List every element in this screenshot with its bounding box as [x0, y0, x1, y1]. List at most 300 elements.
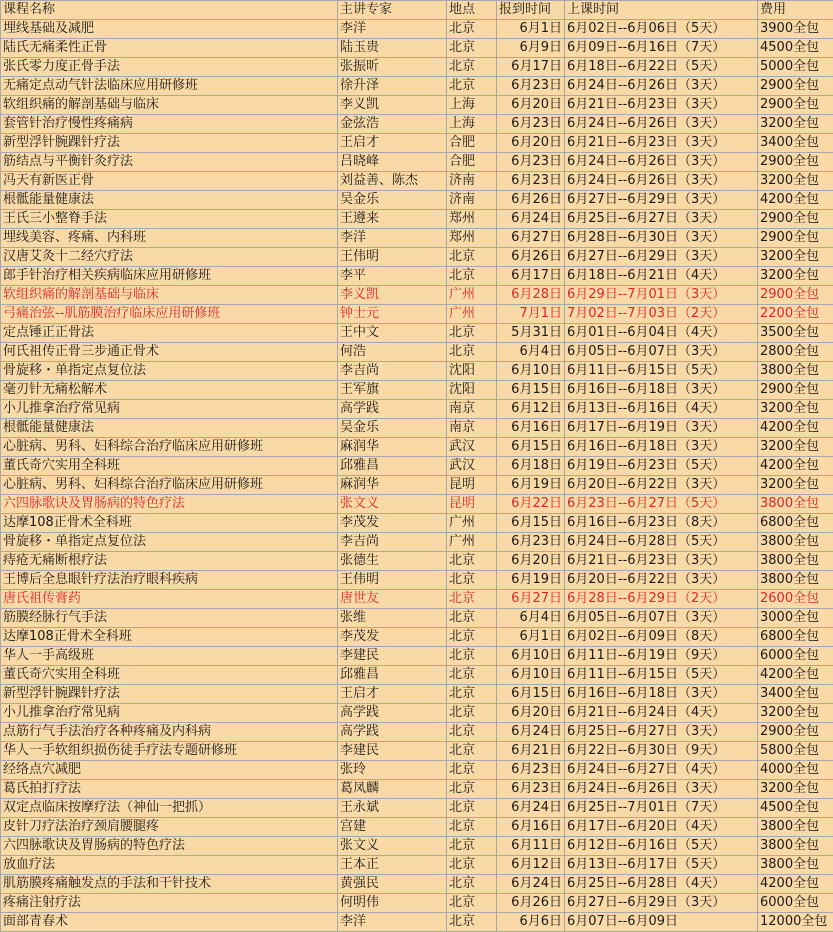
course-name-cell: 小儿推拿治疗常见病: [1, 400, 338, 419]
registration-date-cell: 6月19日: [497, 476, 565, 495]
fee-cell: 4000全包: [758, 761, 833, 780]
class-time-cell: 6月17日--6月20日（4天）: [565, 818, 758, 837]
table-row: [1, 476, 833, 495]
table-row: [1, 39, 833, 58]
table-row: [1, 495, 833, 514]
fee-cell: 2900全包: [758, 229, 833, 248]
course-name-cell: 唐氏祖传膏药: [1, 590, 338, 609]
course-name-cell: 经络点穴减肥: [1, 761, 338, 780]
location-cell: 武汉: [447, 457, 497, 476]
fee-cell: 4200全包: [758, 419, 833, 438]
table-row: [1, 533, 833, 552]
registration-date-cell: 6月24日: [497, 210, 565, 229]
expert-cell: 李建民: [338, 647, 447, 666]
table-row: [1, 780, 833, 799]
table-row: [1, 704, 833, 723]
location-cell: 北京: [447, 609, 497, 628]
registration-date-cell: 6月9日: [497, 39, 565, 58]
fee-cell: 3200全包: [758, 115, 833, 134]
expert-cell: 李建民: [338, 742, 447, 761]
fee-cell: 4500全包: [758, 799, 833, 818]
fee-cell: 2200全包: [758, 305, 833, 324]
course-name-cell: 何氏祖传正骨三步通正骨术: [1, 343, 338, 362]
fee-cell: 2900全包: [758, 77, 833, 96]
location-cell: 北京: [447, 818, 497, 837]
table-row: [1, 628, 833, 647]
course-name-cell: 筋膜经脉行气手法: [1, 609, 338, 628]
table-row: [1, 362, 833, 381]
class-time-cell: 6月12日--6月16日（5天）: [565, 837, 758, 856]
location-cell: 北京: [447, 894, 497, 913]
class-time-cell: 6月05日--6月07日（3天）: [565, 609, 758, 628]
table-row: [1, 58, 833, 77]
table-row: [1, 115, 833, 134]
expert-cell: 王中文: [338, 324, 447, 343]
expert-cell: 张振昕: [338, 58, 447, 77]
registration-date-cell: 6月23日: [497, 153, 565, 172]
course-name-cell: 达摩108正骨术全科班: [1, 628, 338, 647]
table-row: [1, 400, 833, 419]
fee-cell: 2900全包: [758, 723, 833, 742]
table-row: [1, 818, 833, 837]
table-row: [1, 894, 833, 913]
registration-date-cell: 6月6日: [497, 913, 565, 932]
class-time-cell: 6月02日--6月09日（8天）: [565, 628, 758, 647]
class-time-cell: 6月07日--6月09日: [565, 913, 758, 932]
expert-cell: 李吉尚: [338, 362, 447, 381]
location-cell: 北京: [447, 248, 497, 267]
table-row: [1, 647, 833, 666]
fee-cell: 3500全包: [758, 324, 833, 343]
table-row: [1, 856, 833, 875]
expert-cell: 李吉尚: [338, 533, 447, 552]
location-cell: 北京: [447, 856, 497, 875]
course-name-cell: 骨旋移・单指定点复位法: [1, 533, 338, 552]
class-time-cell: 6月17日--6月19日（3天）: [565, 419, 758, 438]
table-row: [1, 77, 833, 96]
location-cell: 北京: [447, 552, 497, 571]
location-cell: 济南: [447, 172, 497, 191]
course-name-cell: 痔疮无痛断根疗法: [1, 552, 338, 571]
class-time-cell: 6月28日--6月29日（2天）: [565, 590, 758, 609]
table-row: [1, 229, 833, 248]
class-time-cell: 6月18日--6月21日（4天）: [565, 267, 758, 286]
expert-cell: 张维: [338, 609, 447, 628]
class-time-cell: 6月24日--6月26日（3天）: [565, 780, 758, 799]
fee-cell: 3200全包: [758, 267, 833, 286]
registration-date-cell: 6月15日: [497, 381, 565, 400]
class-time-cell: 6月16日--6月23日（8天）: [565, 514, 758, 533]
course-name-cell: 埋线美容、疼痛、内科班: [1, 229, 338, 248]
table-row: [1, 723, 833, 742]
course-name-cell: 无痛定点动气针法临床应用研修班: [1, 77, 338, 96]
registration-date-cell: 6月23日: [497, 77, 565, 96]
class-time-cell: 6月18日--6月22日（5天）: [565, 58, 758, 77]
class-time-cell: 6月25日--6月27日（3天）: [565, 210, 758, 229]
location-cell: 武汉: [447, 438, 497, 457]
location-cell: 上海: [447, 96, 497, 115]
location-cell: 北京: [447, 742, 497, 761]
table-row: [1, 191, 833, 210]
registration-date-cell: 6月15日: [497, 685, 565, 704]
class-time-cell: 6月20日--6月22日（3天）: [565, 476, 758, 495]
registration-date-cell: 6月24日: [497, 799, 565, 818]
expert-cell: 徐升泽: [338, 77, 447, 96]
fee-cell: 4200全包: [758, 457, 833, 476]
table-row: [1, 267, 833, 286]
expert-cell: 吴金乐: [338, 419, 447, 438]
expert-cell: 金弦浩: [338, 115, 447, 134]
class-time-cell: 6月24日--6月26日（3天）: [565, 172, 758, 191]
registration-date-cell: 6月10日: [497, 647, 565, 666]
registration-date-cell: 6月23日: [497, 780, 565, 799]
table-row: [1, 20, 833, 39]
course-name-cell: 皮针刀疗法治疗颈肩腰腿疼: [1, 818, 338, 837]
class-time-cell: 6月27日--6月29日（3天）: [565, 248, 758, 267]
location-cell: 合肥: [447, 153, 497, 172]
fee-cell: 3800全包: [758, 837, 833, 856]
location-cell: 北京: [447, 875, 497, 894]
fee-cell: 2900全包: [758, 210, 833, 229]
class-time-cell: 6月24日--6月28日（5天）: [565, 533, 758, 552]
fee-cell: 3800全包: [758, 495, 833, 514]
expert-cell: 张玲: [338, 761, 447, 780]
registration-date-cell: 6月1日: [497, 20, 565, 39]
registration-date-cell: 6月24日: [497, 723, 565, 742]
class-time-cell: 6月24日--6月27日（4天）: [565, 761, 758, 780]
location-cell: 北京: [447, 343, 497, 362]
course-name-cell: 面部青春术: [1, 913, 338, 932]
fee-cell: 3200全包: [758, 704, 833, 723]
registration-date-cell: 6月15日: [497, 438, 565, 457]
course-name-cell: 套管针治疗慢性疼痛病: [1, 115, 338, 134]
registration-date-cell: 6月20日: [497, 96, 565, 115]
location-cell: 北京: [447, 571, 497, 590]
registration-date-cell: 6月27日: [497, 590, 565, 609]
course-name-cell: 葛氏拍打疗法: [1, 780, 338, 799]
expert-cell: 刘益善、陈杰: [338, 172, 447, 191]
course-name-cell: 软组织痛的解剖基础与临床: [1, 286, 338, 305]
location-cell: 北京: [447, 324, 497, 343]
course-name-cell: 郎手针治疗相关疾病临床应用研修班: [1, 267, 338, 286]
class-time-cell: 6月27日--6月29日（3天）: [565, 894, 758, 913]
course-name-cell: 点筋行气手法治疗各种疼痛及内科病: [1, 723, 338, 742]
location-cell: 北京: [447, 913, 497, 932]
location-cell: 北京: [447, 267, 497, 286]
fee-cell: 2900全包: [758, 96, 833, 115]
table-row: [1, 153, 833, 172]
class-time-cell: 6月11日--6月19日（9天）: [565, 647, 758, 666]
fee-cell: 3800全包: [758, 571, 833, 590]
fee-cell: 3800全包: [758, 856, 833, 875]
class-time-cell: 6月19日--6月23日（5天）: [565, 457, 758, 476]
expert-cell: 李茂发: [338, 514, 447, 533]
expert-cell: 吴金乐: [338, 191, 447, 210]
location-cell: 合肥: [447, 134, 497, 153]
registration-date-cell: 6月21日: [497, 742, 565, 761]
course-name-cell: 汉唐艾灸十二经穴疗法: [1, 248, 338, 267]
fee-cell: 3800全包: [758, 362, 833, 381]
course-name-cell: 董氏奇穴实用全科班: [1, 666, 338, 685]
expert-cell: 李洋: [338, 229, 447, 248]
registration-date-cell: 6月10日: [497, 362, 565, 381]
location-cell: 北京: [447, 666, 497, 685]
expert-cell: 王伟明: [338, 571, 447, 590]
table-row: [1, 286, 833, 305]
expert-cell: 李洋: [338, 20, 447, 39]
fee-cell: 3200全包: [758, 438, 833, 457]
table-body: [1, 20, 833, 932]
course-name-cell: 疼痛注射疗法: [1, 894, 338, 913]
fee-cell: 4200全包: [758, 875, 833, 894]
table-row: [1, 172, 833, 191]
fee-cell: 12000全包: [758, 913, 833, 932]
class-time-cell: 6月16日--6月18日（3天）: [565, 438, 758, 457]
course-name-cell: 根骶能量健康法: [1, 419, 338, 438]
course-name-cell: 心脏病、男科、妇科综合治疗临床应用研修班: [1, 438, 338, 457]
registration-date-cell: 6月17日: [497, 58, 565, 77]
location-cell: 北京: [447, 39, 497, 58]
registration-date-cell: 6月16日: [497, 419, 565, 438]
header-class-time: 上课时间: [565, 1, 758, 20]
class-time-cell: 6月21日--6月23日（3天）: [565, 552, 758, 571]
table-row: [1, 343, 833, 362]
fee-cell: 2900全包: [758, 153, 833, 172]
registration-date-cell: 6月15日: [497, 514, 565, 533]
registration-date-cell: 6月11日: [497, 837, 565, 856]
course-name-cell: 华人一手软组织损伤徒手疗法专题研修班: [1, 742, 338, 761]
expert-cell: 张文义: [338, 495, 447, 514]
class-time-cell: 7月02日--7月03日（2天）: [565, 305, 758, 324]
course-name-cell: 定点锤正正骨法: [1, 324, 338, 343]
header-course-name: 课程名称: [1, 1, 338, 20]
location-cell: 北京: [447, 20, 497, 39]
table-row: [1, 609, 833, 628]
table-header: [1, 1, 833, 20]
location-cell: 上海: [447, 115, 497, 134]
fee-cell: 6000全包: [758, 894, 833, 913]
course-name-cell: 筋结点与平衡针灸疗法: [1, 153, 338, 172]
location-cell: 北京: [447, 58, 497, 77]
registration-date-cell: 6月12日: [497, 400, 565, 419]
location-cell: 沈阳: [447, 362, 497, 381]
fee-cell: 4200全包: [758, 191, 833, 210]
course-name-cell: 陆氏无痛柔性正骨: [1, 39, 338, 58]
course-name-cell: 根骶能量健康法: [1, 191, 338, 210]
registration-date-cell: 6月16日: [497, 818, 565, 837]
location-cell: 北京: [447, 77, 497, 96]
course-name-cell: 张氏零力度正骨手法: [1, 58, 338, 77]
registration-date-cell: 6月26日: [497, 248, 565, 267]
table-row: [1, 419, 833, 438]
class-time-cell: 6月21日--6月23日（3天）: [565, 134, 758, 153]
fee-cell: 3800全包: [758, 552, 833, 571]
location-cell: 广州: [447, 305, 497, 324]
expert-cell: 麻润华: [338, 476, 447, 495]
fee-cell: 5000全包: [758, 58, 833, 77]
registration-date-cell: 6月18日: [497, 457, 565, 476]
class-time-cell: 6月27日--6月29日（3天）: [565, 191, 758, 210]
expert-cell: 王启才: [338, 134, 447, 153]
location-cell: 沈阳: [447, 381, 497, 400]
expert-cell: 李义凯: [338, 286, 447, 305]
class-time-cell: 6月28日--6月30日（3天）: [565, 229, 758, 248]
table-row: [1, 742, 833, 761]
registration-date-cell: 6月28日: [497, 286, 565, 305]
class-time-cell: 6月09日--6月16日（7天）: [565, 39, 758, 58]
class-time-cell: 6月11日--6月15日（5天）: [565, 666, 758, 685]
location-cell: 南京: [447, 400, 497, 419]
fee-cell: 6800全包: [758, 628, 833, 647]
location-cell: 北京: [447, 628, 497, 647]
fee-cell: 3000全包: [758, 609, 833, 628]
course-name-cell: 冯天有新医正骨: [1, 172, 338, 191]
location-cell: 北京: [447, 780, 497, 799]
table-row: [1, 324, 833, 343]
expert-cell: 吕晓峰: [338, 153, 447, 172]
course-name-cell: 放血疗法: [1, 856, 338, 875]
expert-cell: 李义凯: [338, 96, 447, 115]
registration-date-cell: 6月20日: [497, 552, 565, 571]
expert-cell: 高学践: [338, 723, 447, 742]
fee-cell: 3400全包: [758, 134, 833, 153]
registration-date-cell: 6月23日: [497, 115, 565, 134]
expert-cell: 唐世友: [338, 590, 447, 609]
header-expert: 主讲专家: [338, 1, 447, 20]
expert-cell: 麻润华: [338, 438, 447, 457]
expert-cell: 何明伟: [338, 894, 447, 913]
fee-cell: 2600全包: [758, 590, 833, 609]
course-name-cell: 埋线基础及减肥: [1, 20, 338, 39]
fee-cell: 3200全包: [758, 248, 833, 267]
table-row: [1, 875, 833, 894]
expert-cell: 张德生: [338, 552, 447, 571]
class-time-cell: 6月24日--6月26日（3天）: [565, 115, 758, 134]
location-cell: 广州: [447, 533, 497, 552]
table-row: [1, 305, 833, 324]
class-time-cell: 6月24日--6月26日（3天）: [565, 153, 758, 172]
class-time-cell: 6月22日--6月30日（9天）: [565, 742, 758, 761]
location-cell: 南京: [447, 419, 497, 438]
expert-cell: 何浩: [338, 343, 447, 362]
course-name-cell: 达摩108正骨术全科班: [1, 514, 338, 533]
class-time-cell: 6月02日--6月06日（5天）: [565, 20, 758, 39]
course-name-cell: 董氏奇穴实用全科班: [1, 457, 338, 476]
fee-cell: 3400全包: [758, 685, 833, 704]
registration-date-cell: 6月27日: [497, 229, 565, 248]
class-time-cell: 6月21日--6月23日（3天）: [565, 96, 758, 115]
header-location: 地点: [447, 1, 497, 20]
course-name-cell: 软组织痛的解剖基础与临床: [1, 96, 338, 115]
registration-date-cell: 6月23日: [497, 761, 565, 780]
registration-date-cell: 6月23日: [497, 533, 565, 552]
class-time-cell: 6月23日--6月27日（5天）: [565, 495, 758, 514]
course-name-cell: 王博后全息眼针疗法治疗眼科疾病: [1, 571, 338, 590]
expert-cell: 宫建: [338, 818, 447, 837]
registration-date-cell: 6月4日: [497, 609, 565, 628]
expert-cell: 李茂发: [338, 628, 447, 647]
registration-date-cell: 6月20日: [497, 134, 565, 153]
header-registration-date: 报到时间: [497, 1, 565, 20]
registration-date-cell: 6月23日: [497, 172, 565, 191]
registration-date-cell: 6月19日: [497, 571, 565, 590]
class-time-cell: 6月29日--7月01日（3天）: [565, 286, 758, 305]
course-name-cell: 新型浮针腕踝针疗法: [1, 134, 338, 153]
registration-date-cell: 6月10日: [497, 666, 565, 685]
course-name-cell: 小儿推拿治疗常见病: [1, 704, 338, 723]
location-cell: 昆明: [447, 495, 497, 514]
expert-cell: 邱雅昌: [338, 666, 447, 685]
location-cell: 广州: [447, 286, 497, 305]
fee-cell: 3200全包: [758, 780, 833, 799]
fee-cell: 3800全包: [758, 818, 833, 837]
location-cell: 北京: [447, 761, 497, 780]
fee-cell: 3200全包: [758, 172, 833, 191]
table-row: [1, 761, 833, 780]
class-time-cell: 6月21日--6月24日（4天）: [565, 704, 758, 723]
table-row: [1, 571, 833, 590]
table-row: [1, 913, 833, 932]
registration-date-cell: 7月1日: [497, 305, 565, 324]
expert-cell: 王本正: [338, 856, 447, 875]
registration-date-cell: 6月26日: [497, 894, 565, 913]
fee-cell: 4200全包: [758, 666, 833, 685]
expert-cell: 王永斌: [338, 799, 447, 818]
class-time-cell: 6月01日--6月04日（4天）: [565, 324, 758, 343]
registration-date-cell: 6月1日: [497, 628, 565, 647]
registration-date-cell: 6月24日: [497, 875, 565, 894]
header-fee: 费用: [758, 1, 833, 20]
class-time-cell: 6月24日--6月26日（3天）: [565, 77, 758, 96]
fee-cell: 4500全包: [758, 39, 833, 58]
fee-cell: 2900全包: [758, 286, 833, 305]
class-time-cell: 6月20日--6月22日（3天）: [565, 571, 758, 590]
course-name-cell: 毫刃针无痛松解术: [1, 381, 338, 400]
registration-date-cell: 6月22日: [497, 495, 565, 514]
table-row: [1, 457, 833, 476]
expert-cell: 黄强民: [338, 875, 447, 894]
table-row: [1, 381, 833, 400]
course-name-cell: 心脏病、男科、妇科综合治疗临床应用研修班: [1, 476, 338, 495]
expert-cell: 王伟明: [338, 248, 447, 267]
location-cell: 郑州: [447, 210, 497, 229]
expert-cell: 张文义: [338, 837, 447, 856]
expert-cell: 高学践: [338, 400, 447, 419]
class-time-cell: 6月13日--6月16日（4天）: [565, 400, 758, 419]
course-name-cell: 骨旋移・单指定点复位法: [1, 362, 338, 381]
expert-cell: 王军旗: [338, 381, 447, 400]
expert-cell: 王遵来: [338, 210, 447, 229]
location-cell: 北京: [447, 799, 497, 818]
class-time-cell: 6月25日--6月28日（4天）: [565, 875, 758, 894]
location-cell: 郑州: [447, 229, 497, 248]
table-row: [1, 552, 833, 571]
course-name-cell: 六四脉歌诀及胃肠病的特色疗法: [1, 837, 338, 856]
table-row: [1, 210, 833, 229]
header-row: [1, 1, 833, 20]
location-cell: 广州: [447, 514, 497, 533]
table-row: [1, 590, 833, 609]
location-cell: 北京: [447, 685, 497, 704]
expert-cell: 钟士元: [338, 305, 447, 324]
location-cell: 北京: [447, 704, 497, 723]
class-time-cell: 6月05日--6月07日（3天）: [565, 343, 758, 362]
class-time-cell: 6月11日--6月15日（5天）: [565, 362, 758, 381]
table-row: [1, 248, 833, 267]
course-name-cell: 华人一手高级班: [1, 647, 338, 666]
expert-cell: 葛凤麟: [338, 780, 447, 799]
fee-cell: 5800全包: [758, 742, 833, 761]
